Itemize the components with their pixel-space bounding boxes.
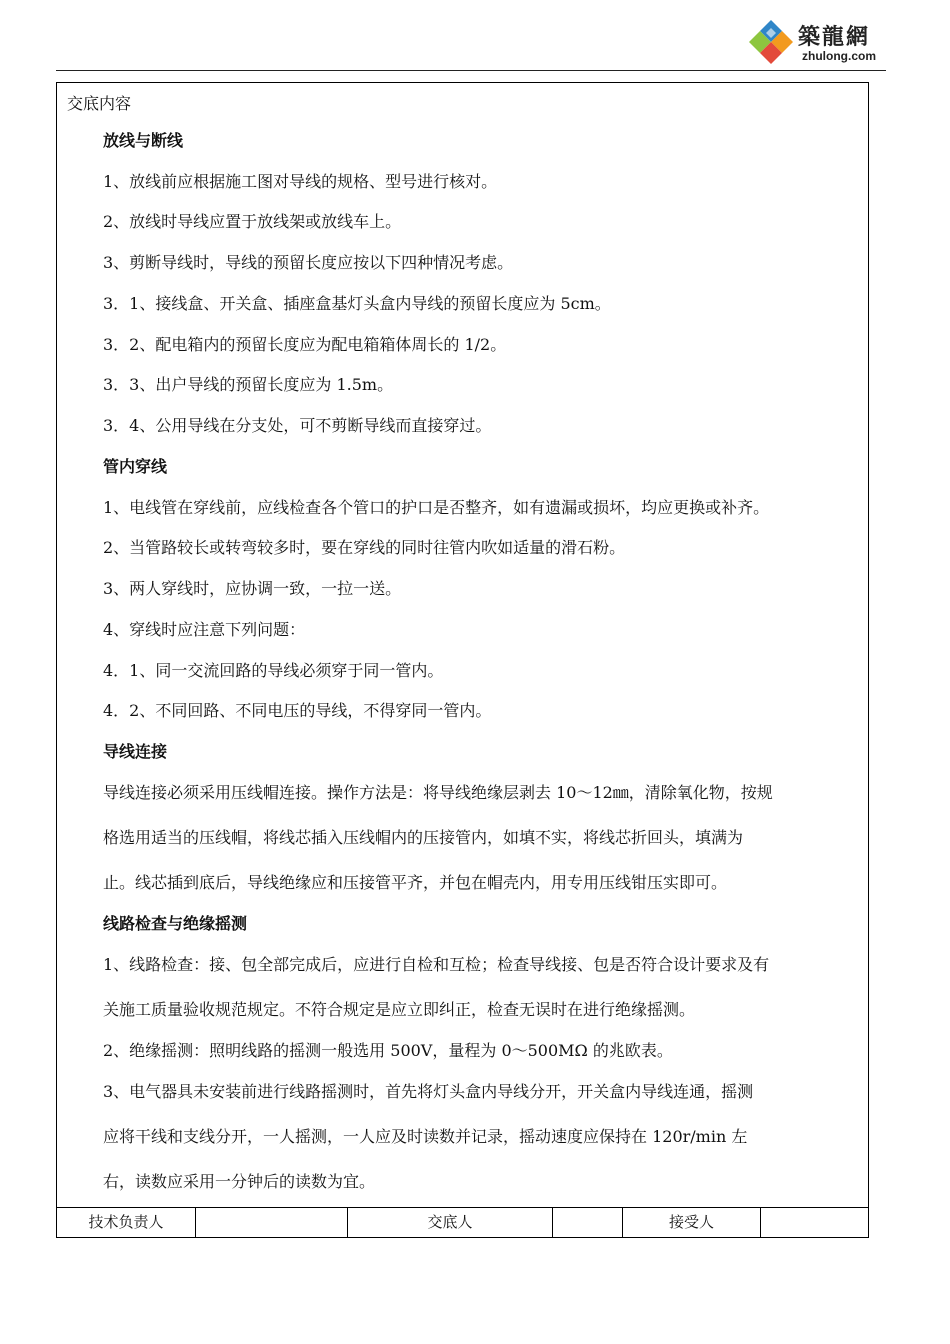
zhulong-logo (748, 14, 888, 68)
tech-lead-signature (195, 1208, 347, 1237)
paragraph-line: 右，读数应采用一分钟后的读数为宜。 (103, 1172, 376, 1191)
paragraph-line: 3、电气器具未安装前进行线路摇测时，首先将灯头盒内导线分开，开关盒内导线连通，摇测 (103, 1082, 754, 1101)
receiver-label: 接受人 (622, 1208, 760, 1237)
paragraph-line: 格选用适当的压线帽，将线芯插入压线帽内的压接管内，如填不实，将线芯折回头，填满为 (103, 828, 744, 847)
section-heading: 放线与断线 (103, 131, 184, 150)
paragraph-line: 2、放线时导线应置于放线架或放线车上。 (103, 212, 402, 231)
logo-name-en: zhulong.com (802, 49, 876, 63)
paragraph-line: 3、两人穿线时，应协调一致，一拉一送。 (103, 579, 402, 598)
tech-lead-label: 技术负责人 (88, 1213, 164, 1231)
presenter-label: 交底人 (347, 1208, 552, 1237)
zhulong-logo-icon (748, 18, 794, 64)
logo-name-cn: 築龍網 (798, 25, 871, 50)
paragraph-line: 3．2、配电箱内的预留长度应为配电箱箱体周长的 1/2。 (103, 335, 507, 354)
paragraph-line: 1、放线前应根据施工图对导线的规格、型号进行核对。 (103, 172, 498, 191)
paragraph-line: 4．1、同一交流回路的导线必须穿于同一管内。 (103, 661, 444, 680)
content-label: 交底内容 (67, 94, 132, 113)
paragraph-line: 3．1、接线盒、开关盒、插座盒基灯头盒内导线的预留长度应为 5cm。 (103, 294, 611, 313)
paragraph-line: 导线连接必须采用压线帽连接。操作方法是：将导线绝缘层剥去 10～12㎜，清除氧化物，按规 (103, 783, 773, 802)
section-heading: 导线连接 (103, 742, 168, 761)
content-frame (56, 82, 869, 1208)
receiver-signature (760, 1208, 870, 1237)
paragraph-line: 4．2、不同回路、不同电压的导线，不得穿同一管内。 (103, 701, 492, 720)
paragraph-line: 3．3、出户导线的预留长度应为 1.5m。 (103, 375, 394, 394)
paragraph-line: 3、剪断导线时，导线的预留长度应按以下四种情况考虑。 (103, 253, 514, 272)
paragraph-line: 止。线芯插到底后，导线绝缘应和压接管平齐，并包在帽壳内，用专用压线钳压实即可。 (103, 873, 728, 892)
presenter-signature (552, 1208, 622, 1237)
paragraph-line: 4、穿线时应注意下列问题： (103, 620, 306, 639)
paragraph-line: 1、电线管在穿线前，应线检查各个管口的护口是否整齐，如有遗漏或损坏，均应更换或补齐。 (103, 498, 770, 517)
paragraph-line: 2、当管路较长或转弯较多时，要在穿线的同时往管内吹如适量的滑石粉。 (103, 538, 626, 557)
paragraph-line: 关施工质量验收规范规定。不符合规定是应立即纠正，检查无误时在进行绝缘摇测。 (103, 1000, 696, 1019)
paragraph-line: 2、绝缘摇测：照明线路的摇测一般选用 500V，量程为 0～500MΩ 的兆欧表。 (103, 1041, 673, 1060)
signature-row (56, 1208, 869, 1238)
header-divider (56, 70, 886, 71)
paragraph-line: 1、线路检查：接、包全部完成后，应进行自检和互检；检查导线接、包是否符合设计要求及有 (103, 955, 770, 974)
section-heading: 管内穿线 (103, 457, 168, 476)
section-heading: 线路检查与绝缘摇测 (103, 914, 248, 933)
paragraph-line: 应将干线和支线分开，一人摇测，一人应及时读数并记录，摇动速度应保持在 120r/min 左 (103, 1127, 748, 1146)
paragraph-line: 3．4、公用导线在分支处，可不剪断导线而直接穿过。 (103, 416, 492, 435)
